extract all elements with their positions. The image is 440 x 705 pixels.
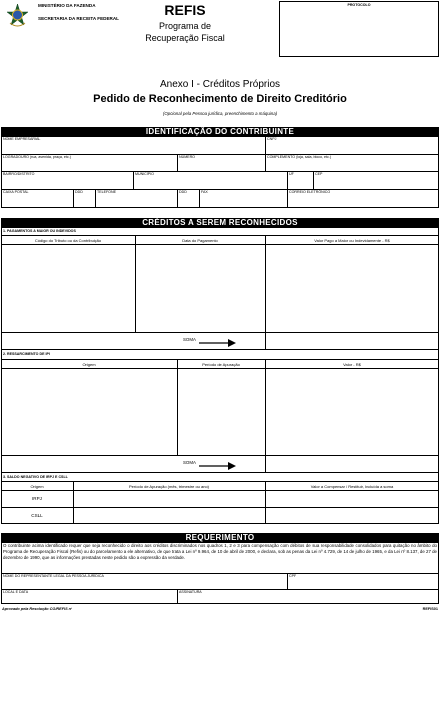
- negative-balance-label: 3. SALDO NEGATIVO DE IRPJ E CSLL: [3, 475, 68, 479]
- city-field[interactable]: MUNICÍPIO: [135, 172, 154, 176]
- annex-note: (Opcional pela Pessoa jurídica, preenchimento a máquina): [162, 111, 278, 116]
- footer-approval: Aprovado pela Resolução CG/REFIS nº: [2, 607, 73, 611]
- q2-col-origin: Origem: [82, 362, 96, 367]
- po-box-field[interactable]: CAIXA POSTAL: [3, 190, 29, 194]
- section-identification-title: IDENTIFICAÇÃO DO CONTRIBUINTE: [1, 127, 439, 136]
- street-field[interactable]: LOGRADOURO (rua, avenida, praça, etc.): [3, 155, 71, 159]
- q3-row-irpj: IRPJ: [32, 496, 42, 501]
- q1-sum-label: SOMA: [183, 337, 196, 342]
- identification-box: [1, 136, 439, 208]
- q2-arrow-right-icon: [199, 458, 237, 468]
- program-subtitle-1: Programa de: [158, 21, 212, 31]
- coat-of-arms-icon: [5, 3, 30, 28]
- phone-field[interactable]: TELEFONE: [97, 190, 116, 194]
- place-date-field[interactable]: LOCAL E DATA: [3, 590, 29, 594]
- cnpj-field[interactable]: CNPJ: [267, 137, 277, 141]
- overpayments-label: 1. PAGAMENTOS A MAIOR OU INDEVIDOS: [3, 229, 76, 233]
- company-name-field[interactable]: NOME EMPRESARIAL: [3, 137, 41, 141]
- cpf-field[interactable]: CPF: [289, 574, 297, 578]
- section-request-title: REQUERIMENTO: [1, 533, 439, 542]
- annex-title: Anexo I - Créditos Próprios: [159, 79, 281, 90]
- program-subtitle-2: Recuperação Fiscal: [145, 33, 225, 43]
- q3-row-csll: CSLL: [31, 513, 43, 518]
- state-field[interactable]: UF: [289, 172, 294, 176]
- q1-col-date: Data do Pagamento: [182, 238, 218, 243]
- ministry-label: MINISTÉRIO DA FAZENDA: [38, 3, 96, 8]
- q1-arrow-right-icon: [199, 335, 237, 345]
- complement-field[interactable]: COMPLEMENTO (loja, sala, bloco, etc.): [267, 155, 332, 159]
- annex-heading: Pedido de Reconhecimento de Direito Creditório: [93, 93, 347, 105]
- q2-col-value: Valor - R$: [343, 362, 361, 367]
- program-title: REFIS: [164, 2, 206, 18]
- credits-box: [1, 227, 439, 524]
- q3-col-value: Valor a Compensar / Restituir, Incluída a soma: [310, 484, 394, 489]
- q1-col-value: Valor Pago a Maior ou Indevidamente - R$: [314, 238, 390, 243]
- protocol-stamp-box: [279, 1, 439, 57]
- footer-form-code: REFIS01: [422, 607, 438, 611]
- signature-field[interactable]: ASSINATURA: [179, 590, 202, 594]
- q2-sum-label: SOMA: [183, 460, 196, 465]
- ipi-reimbursement-label: 2. RESSARCIMENTO DE IPI: [3, 352, 50, 356]
- q2-col-period: Período de Apuração: [202, 362, 240, 367]
- zip-field[interactable]: CEP: [315, 172, 323, 176]
- number-field[interactable]: NÚMERO: [179, 155, 195, 159]
- representative-name-field[interactable]: NOME DO REPRESENTANTE LEGAL DA PESSOA JURÍDICA: [3, 574, 104, 578]
- request-text: O contribuinte acima identificado requer que seja reconhecido o direito aos créditos discriminados nos quadros 1, 2 e 3 para compensação com débitos de sua responsabilidade consolidados para quitação no âmbito do Programa de Recuperação Fiscal (Refis) ou do parcelamento a ele alternativo, de que trata a Lei nº 9.964, de 10 de abril de 2000, e declara, sob as penas da Lei nº 4.729, de 14 de julho de 1965, e da Lei nº 8.137, de 27 de dezembro de 1990, que as informações prestadas neste pedido são a expressão da verdade.: [3, 543, 437, 560]
- fax-ddd-field[interactable]: DDD: [179, 190, 187, 194]
- q3-col-period: Período de Apuração (mês, trimestre ou ano): [128, 484, 210, 489]
- protocol-label: PROTOCOLO: [347, 3, 371, 7]
- email-field[interactable]: CORREIO ELETRÔNICO: [289, 190, 331, 194]
- q1-col-code: Código do Tributo ou da Contribuição: [34, 238, 102, 243]
- q3-col-origin: Origem: [30, 484, 44, 489]
- secretariat-label: SECRETARIA DA RECEITA FEDERAL: [38, 16, 119, 21]
- section-credits-title: CRÉDITOS A SEREM RECONHECIDOS: [1, 218, 439, 227]
- phone-ddd-field[interactable]: DDD: [75, 190, 83, 194]
- fax-field[interactable]: FAX: [201, 190, 208, 194]
- district-field[interactable]: BAIRRO/DISTRITO: [3, 172, 35, 176]
